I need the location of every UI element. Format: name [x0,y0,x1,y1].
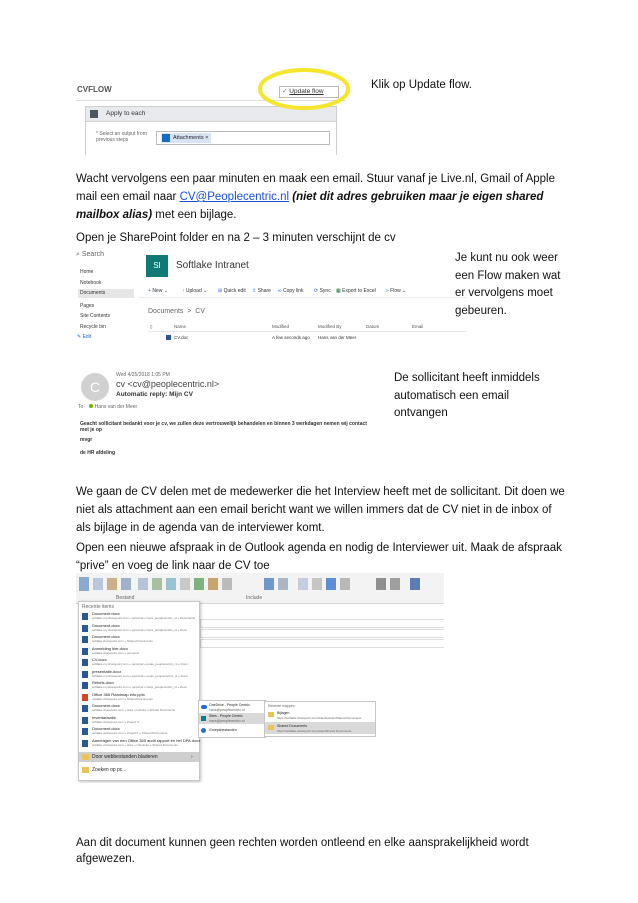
textbox-icon[interactable] [298,578,308,590]
file-path: softlake.sharepoint.com » sites » testsite » Shared Documents [92,708,176,712]
ribbon-group-include: Include [246,595,263,601]
avatar: C [81,373,109,401]
list-item[interactable] [79,611,199,623]
mail-to-name[interactable]: Hans van der Meer [94,404,138,410]
sp-nav-edit[interactable] [77,334,91,340]
paragraph-share: We gaan de CV delen met de medewerker die het Interview heeft met de sollicitant. Dit doen we niet als attachment aan een email bericht want we willen immers dat de CV niet in de inbox of als bijlage in de agenda van de interviewer komt. [76,486,565,534]
sp-site-logo: SI [146,255,168,277]
sp-nav-home[interactable]: Home [80,269,94,275]
file-name: Rebels.docx [92,680,115,685]
col-modified[interactable]: Modified [272,324,290,329]
col-name[interactable]: Name [174,324,187,329]
smartart-icon[interactable] [194,578,204,590]
paragraph-sharepoint: Open je SharePoint folder en na 2 – 3 minuten verschijnt de cv [76,232,396,244]
disclaimer: Aan dit document kunnen geen rechten worden ontleend en elke aansprakelijkheid wordt afgewezen. [76,837,529,865]
paragraph-outlook: Open een nieuwe afspraak in de Outlook agenda en nodig de Interviewer uit. Maak de afspraak “prive” en voeg de link naar de CV toe [76,542,562,572]
select-output-label: * Select an output from previous steps [96,131,147,143]
submenu-onedrive[interactable] [199,702,265,713]
select-output-field[interactable] [156,131,330,145]
file-path: softlake-my.sharepoint.com » personal » jonas_peoplecentric_nl » Docu [92,673,188,678]
chart-icon[interactable] [208,578,218,590]
list-item[interactable] [79,692,199,704]
flow-button[interactable]: » Flow ⌄ [386,288,407,294]
list-item[interactable] [79,634,199,646]
file-path: softlake.sharepoint.com » personal [92,650,139,655]
file-name: Document.docx [92,634,120,639]
update-flow-label: Update flow [289,88,324,95]
loop-icon [90,110,98,118]
screenshot-icon[interactable] [222,578,232,590]
flow-caption: Klik op Update flow. [371,79,473,91]
submenu-groups[interactable] [199,725,265,736]
check-icon: ✓ [282,88,288,95]
paragraph-email-text-a: Wacht vervolgens een paar minuten en maak een email. Stuur vanaf je Live.nl, Gmail of Apple mail een email naar [76,173,556,203]
browse-pc-item[interactable] [79,765,199,775]
online-pictures-icon[interactable] [166,578,176,590]
sp-nav-site-contents[interactable]: Site Contents [80,313,111,319]
flow-label: Flow [390,288,401,294]
file-path: softlake-my.sharepoint.com » personal » hans_peoplecentric_nl » Docu [92,627,187,632]
shapes-icon[interactable] [180,578,190,590]
file-path: softlake.sharepoint.com » Project X [92,719,140,724]
web-locations-submenu [198,700,266,738]
outlook-screenshot [76,573,444,783]
business-card-icon[interactable] [107,578,117,590]
col-email[interactable]: Email [412,324,424,329]
word-icon [82,636,88,643]
attachments-token: Attachments × [161,133,211,143]
list-item[interactable] [79,646,199,658]
submenu-groups-label: Groepsbestanden [209,728,237,732]
word-icon [166,335,171,340]
list-item[interactable] [79,669,199,681]
recent-folder-name: Bijlagen [277,711,290,715]
submenu-onedrive-label: OneDrive - People Centric [209,703,250,707]
file-name: Aanvragen van een Office 365 audit rapport en het DPA.docx [92,737,201,743]
file-path: softlake.sharepoint.com » Shared Documents [92,639,153,643]
new-label: New [152,288,163,294]
location-field[interactable] [200,639,444,648]
equation-icon[interactable] [376,578,386,590]
recent-folder-path: https://softlake.sharepoint.com/sites/Shared Documents [277,729,352,733]
word-icon [82,705,88,712]
hyperlink-icon[interactable] [264,578,274,590]
paragraph-email-text-c: met een bijlage. [152,209,237,221]
list-item[interactable] [79,703,199,715]
export-excel-button[interactable]: ▦ Export to Excel [336,288,376,294]
table-row[interactable] [148,333,466,342]
recent-folder-item[interactable] [265,722,375,734]
file-icon: ▯ [150,324,153,329]
pictures-icon[interactable] [152,578,162,590]
apply-to-each-card [85,106,337,155]
list-item[interactable] [79,657,199,669]
share-label: Share [257,288,271,294]
word-icon [82,740,88,747]
new-button[interactable]: + New ⌄ [148,288,168,294]
submenu-sites-label: Sites - People Centric [209,714,243,718]
sync-button[interactable]: ⟳ Sync [314,288,331,294]
search-icon: ⌕ [76,251,80,258]
sharepoint-caption: Je kunt nu ook weer een Flow maken wat er vervolgens moet gebeuren. [455,252,561,317]
word-icon [82,648,88,655]
list-item[interactable] [79,715,199,727]
sp-list-header [148,322,466,332]
flow-title: CVFLOW [77,85,112,94]
word-icon [82,671,88,678]
file-name: Document.docx [92,703,120,708]
word-icon [82,659,88,666]
apply-to-each-label: Apply to each [106,110,146,117]
submenu-onedrive-path: hans@peoplecentric.nl [209,708,245,712]
file-path: softlake-my.sharepoint.com » personal » hans_peoplecentric_nl » Documents [92,616,196,620]
sp-toolbar [138,285,466,298]
mail-to-label: To [78,404,84,410]
symbol-icon[interactable] [390,578,400,590]
mail-subject: Automatic reply: Mijn CV [116,391,193,398]
mail-body-3: de HR afdeling [80,450,116,456]
file-name: Office 365 Roadmap info.pptx [92,691,145,697]
sp-nav-notebook[interactable]: Notebook [80,280,102,286]
attachments-label: Attachments [173,135,204,141]
word-icon [82,728,88,735]
share-button[interactable]: ⇪ Share [252,288,271,294]
cloud-icon [201,705,207,709]
folder-icon [268,725,274,730]
ribbon-group-file: Bestand [116,595,135,601]
copy-link-button[interactable]: ∞ Copy link [278,288,304,294]
group-icon [201,728,206,733]
dropcap-icon[interactable] [340,578,350,590]
row-modified: A few seconds ago [272,335,310,340]
recent-folder-name: Shared Documents [277,724,307,728]
recent-folder-item[interactable] [265,709,375,721]
sp-nav-documents[interactable] [78,289,134,298]
file-path: softlake.sharepoint.com » ProjectX » Shared Documents [92,731,168,735]
folder-icon [268,712,274,717]
list-item[interactable] [79,726,199,738]
file-list [79,611,199,749]
file-name: Document.docx [92,622,120,628]
mail-body-1: Geacht sollicitant bedankt voor je cv, we zullen deze vertrouwelijk behandelen en binnen 3 werkdagen nemen wij contact met je op [80,421,367,433]
recent-folders-header: Recente mappen [268,704,295,708]
browse-web-item[interactable] [79,752,199,762]
highlight-circle [256,66,352,112]
sp-search-label: Search [81,251,105,258]
file-path: softlake.sharepoint.com » Shared Documents [92,696,153,701]
attach-file-icon[interactable] [79,577,89,591]
wordart-icon[interactable] [326,578,336,590]
col-modified-by[interactable]: Modified By [318,324,342,329]
outlook-ribbon [76,573,444,604]
outlook-icon [162,134,170,142]
copy-link-label: Copy link [282,288,304,294]
file-name: Anmelding hier.docx [92,645,129,651]
paragraph-email-note: (niet dit adres gebruiken maar je eigen shared mailbox alias) [76,191,544,221]
list-item[interactable] [79,623,199,635]
signature-icon[interactable] [121,578,131,590]
paragraph-email [76,170,566,224]
sp-nav-recycle-bin[interactable]: Recycle bin [80,324,106,330]
quick-edit-button[interactable]: ⊞ Quick edit [218,288,246,294]
table-icon[interactable] [138,578,148,590]
browse-pc-label: Zoeken op pc... [92,767,127,773]
mail-date: Wed 4/25/2018 1:05 PM [116,372,170,378]
list-item[interactable] [79,680,199,692]
menu-header: Recente items [82,604,114,610]
upload-button[interactable]: ↑ Upload ⌄ [182,288,208,294]
outlook-item-icon[interactable] [93,578,103,590]
row-name: CV.doc [174,335,189,340]
to-field[interactable] [200,619,444,628]
file-name: Document.docx [92,611,120,616]
sp-leftnav [74,248,134,344]
sharepoint-icon [201,716,206,721]
file-name: CV.docx [92,657,107,662]
mail-caption: De sollicitant heeft inmiddels automatisch een email ontvangen [394,372,540,419]
chevron-right-icon: › [191,754,193,760]
mail-body-2: mvgr [80,437,93,443]
word-icon [82,625,88,632]
export-excel-label: Export to Excel [342,288,376,294]
bookmark-icon[interactable] [278,578,288,590]
col-datum[interactable]: Datum [366,324,380,329]
file-name: presentatie.docx [92,668,122,674]
folder-icon [82,754,89,760]
recent-folder-path: https://softlake.sharepoint.com/sites/testsite/Shared Documents [277,716,362,720]
subject-field[interactable] [200,629,444,638]
attach-file-menu [78,601,200,781]
horizontal-line-icon[interactable] [410,578,420,590]
recent-folders-panel [264,701,376,737]
email-link[interactable]: CV@Peoplecentric.nl [179,191,290,203]
sp-nav-edit-label: Edit [82,334,92,340]
sp-nav-pages[interactable]: Pages [80,303,95,309]
word-icon [82,717,88,724]
mail-to [78,404,137,410]
mail-screenshot [76,367,376,459]
pencil-icon: ✎ [77,334,82,340]
mail-from: cv <cv@peoplecentric.nl> [116,379,220,389]
file-path: softlake-my.sharepoint.com » personal » jonas_peoplecentric_nl » Docu [92,662,188,666]
quick-parts-icon[interactable] [312,578,322,590]
file-name: Document.docx [92,726,120,731]
submenu-sites[interactable] [199,713,265,724]
sp-site-title: Softlake Intranet [176,260,249,271]
submenu-sites-path: hans@peoplecentric.nl [209,719,245,723]
file-path: softlake-my.sharepoint.com » personal » hans_peoplecentric_nl » Docu [92,685,187,689]
quick-edit-label: Quick edit [223,288,246,294]
row-modified-by: Hans van der Meer [318,335,357,340]
sp-breadcrumb: Documents > CV [148,308,205,315]
list-item[interactable] [79,738,199,750]
status-icon [89,404,93,408]
sp-nav-documents-label: Documents [80,290,106,296]
powerpoint-icon [82,694,88,701]
sharepoint-screenshot [74,248,466,344]
file-name: Inventarisatie [92,714,116,720]
file-path: softlake.sharepoint.com » sites » Clientsite » Shared Documents [92,742,178,747]
word-icon [82,682,88,689]
folder-icon [82,767,89,773]
sp-search[interactable] [76,251,104,259]
word-icon [82,613,88,620]
sync-label: Sync [319,288,331,294]
browse-web-label: Door webbestanden bladeren [92,754,158,760]
upload-label: Upload [185,288,202,294]
